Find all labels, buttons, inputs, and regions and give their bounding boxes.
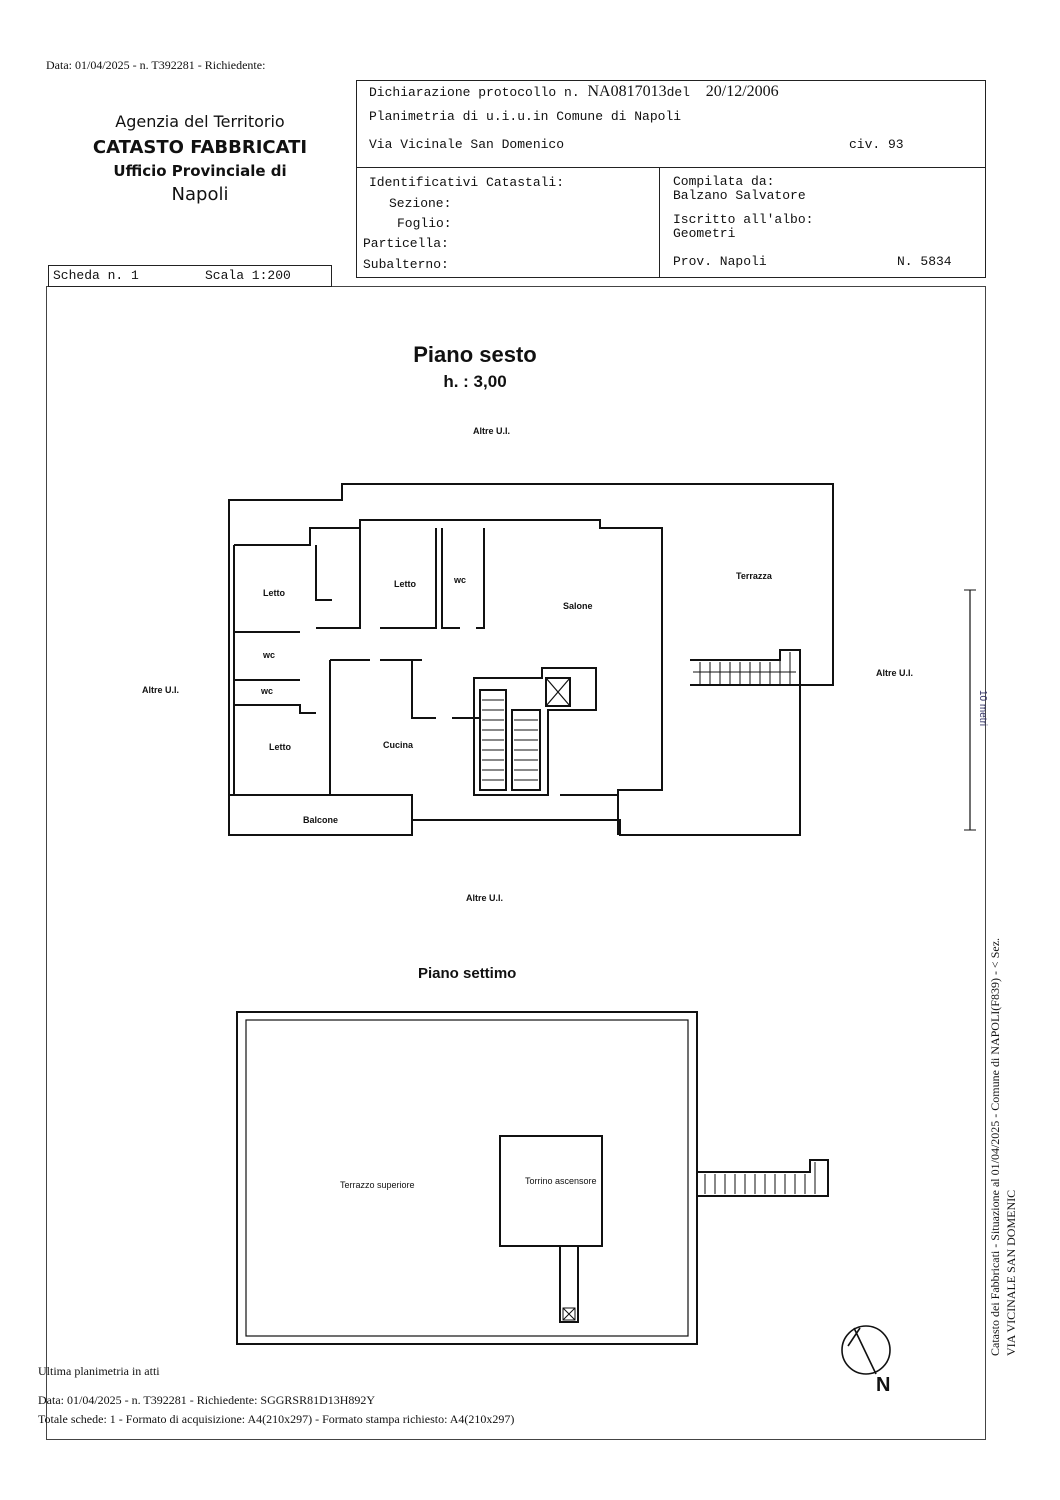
registration-number: N. 5834	[897, 254, 952, 269]
north-arrow-icon	[842, 1326, 890, 1374]
protocol-number: NA0817013	[587, 83, 667, 100]
compilata-name: Balzano Salvatore	[673, 188, 806, 203]
agency-line2: CATASTO FABBRICATI	[92, 137, 308, 158]
room-wc-1: wc	[454, 575, 467, 585]
altre-ui-right: Altre U.I.	[876, 668, 914, 678]
agency-line1: Agenzia del Territorio	[115, 112, 285, 131]
side-text-line2: VIA VICINALE SAN DOMENIC	[1004, 1189, 1018, 1356]
room-salone: Salone	[563, 601, 593, 611]
request-info-top: Data: 01/04/2025 - n. T392281 - Richiedente:	[46, 58, 266, 72]
plan7-title: Piano settimo	[418, 965, 517, 982]
room-wc-2: wc	[263, 650, 276, 660]
planimetria-line: Planimetria di u.i.u.in Comune di Napoli	[369, 109, 682, 124]
scale-bar-label: 10 metri	[977, 690, 988, 727]
compilata-label: Compilata da:	[673, 174, 775, 189]
footer-totale: Totale schede: 1 - Formato di acquisizione: A4(210x297) - Formato stampa richiesto: A4(210x297)	[38, 1412, 515, 1426]
altre-ui-bottom: Altre U.I.	[466, 893, 504, 903]
altre-ui-top: Altre U.I.	[473, 426, 511, 436]
room-wc-3: wc	[261, 686, 274, 696]
room-cucina: Cucina	[383, 740, 414, 750]
room-letto-2: Letto	[394, 579, 416, 589]
room-letto-3: Letto	[269, 742, 291, 752]
room-balcone: Balcone	[303, 815, 339, 825]
albo-value: Geometri	[673, 226, 736, 241]
side-text-line1: Catasto dei Fabbricati - Situazione al 01/04/2025 - Comune di NAPOLI(F839) - < Sez.	[988, 937, 1002, 1356]
address-line: Via Vicinale San Domenico	[369, 137, 565, 152]
terrazzo-superiore-label: Terrazzo superiore	[340, 1180, 415, 1190]
albo-label: Iscritto all'albo:	[673, 212, 814, 227]
sezione-label: Sezione:	[389, 196, 452, 211]
room-letto-1: Letto	[263, 588, 285, 598]
footer-data: Data: 01/04/2025 - n. T392281 - Richiedente: SGGRSR81D13H892Y	[38, 1393, 376, 1407]
identificativi-title: Identificativi Catastali:	[369, 175, 565, 190]
del-label: del	[666, 85, 690, 100]
north-label: N	[876, 1374, 891, 1396]
altre-ui-left: Altre U.I.	[142, 685, 180, 695]
footer-ultima: Ultima planimetria in atti	[38, 1364, 160, 1378]
civic-number: civ. 93	[849, 137, 904, 152]
room-terrazza: Terrazza	[736, 571, 772, 581]
scheda-label: Scheda n. 1	[53, 268, 139, 283]
plan6-title: Piano sesto	[413, 342, 537, 367]
scale-label: Scala 1:200	[205, 268, 291, 283]
agency-line3: Ufficio Provinciale di	[113, 162, 287, 180]
protocol-date: 20/12/2006	[705, 83, 779, 100]
subalterno-label: Subalterno:	[363, 257, 449, 272]
particella-label: Particella:	[363, 236, 449, 251]
protocol-label: Dichiarazione protocollo n.	[369, 85, 580, 100]
foglio-label: Foglio:	[397, 216, 452, 231]
prov-label: Prov. Napoli	[673, 254, 767, 269]
agency-line4: Napoli	[171, 184, 229, 205]
torrino-ascensore-label: Torrino ascensore	[525, 1176, 597, 1186]
plan6-height: h. : 3,00	[443, 372, 507, 391]
